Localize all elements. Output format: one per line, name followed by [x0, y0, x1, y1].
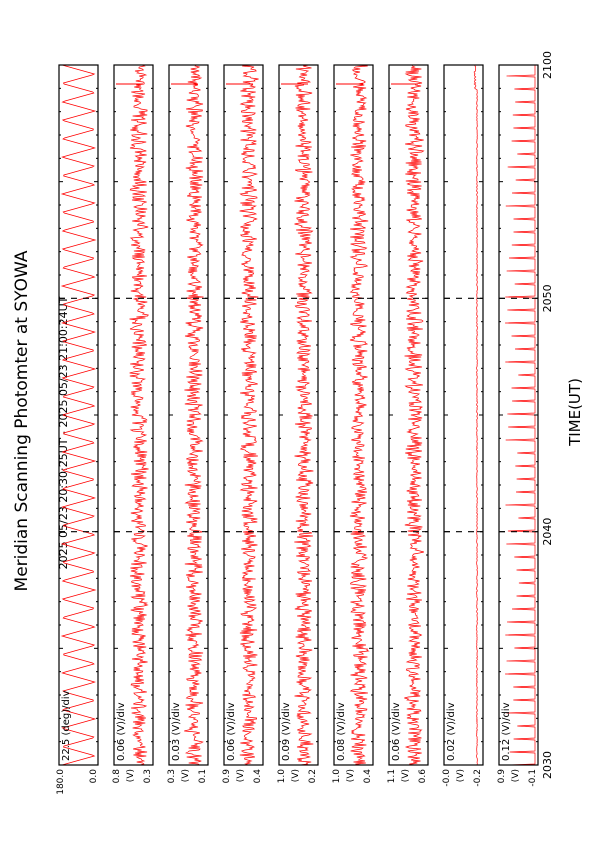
- panel-frame-ch2: [169, 65, 208, 765]
- panel-ch5: [332, 65, 373, 783]
- x-axis-label: TIME(UT): [566, 378, 584, 446]
- chart-title: Meridian Scanning Photomter at SYOWA: [12, 250, 32, 592]
- panel-scale-label: 0.02 (V)/div: [446, 702, 457, 761]
- panel-ch2: [167, 65, 208, 783]
- panel-ch7: [442, 65, 483, 787]
- trace-ch8: [505, 65, 535, 765]
- y-tick-label-min: 0.3: [143, 769, 153, 784]
- y-tick-label-max: 0.3: [167, 769, 177, 784]
- panel-frame-ch3: [224, 65, 263, 765]
- chart-subtitle: 2025 05/23 20:30:25UT - 2025 05/23 21:00:24UT: [57, 296, 70, 570]
- y-tick-label-min: -0.2: [473, 769, 483, 787]
- x-tick-label: 2100: [541, 51, 554, 79]
- trace-ch7: [474, 65, 477, 765]
- y-tick-label-max: 1.0: [332, 769, 342, 784]
- y-tick-label-min: 0.0: [89, 769, 99, 784]
- y-unit-label: (V): [401, 769, 411, 783]
- panel-scale-label: 0.12 (V)/div: [501, 702, 512, 761]
- y-tick-label-min: 0.6: [418, 769, 428, 784]
- panel-scale-label: 0.06 (V)/div: [391, 702, 402, 761]
- panel-scale-label: 0.09 (V)/div: [281, 702, 292, 761]
- panel-scale-label: 22.5 (deg)/div: [61, 690, 72, 761]
- y-unit-label: (V): [236, 769, 246, 783]
- y-tick-label-min: 0.4: [253, 769, 263, 784]
- panel-scale-label: 0.06 (V)/div: [116, 702, 127, 761]
- panels-group: [56, 65, 538, 795]
- y-tick-label-min: 0.1: [198, 769, 208, 784]
- trace-ch4: [294, 65, 313, 765]
- y-unit-label: (V): [346, 769, 356, 783]
- x-tick-label: 2040: [541, 517, 554, 546]
- panel-ch8: [497, 65, 538, 787]
- panel-scale-label: 0.06 (V)/div: [226, 702, 237, 761]
- x-tick-label: 2030: [541, 751, 554, 779]
- y-tick-label-max: -0.0: [442, 769, 452, 787]
- y-tick-label-min: 0.2: [308, 769, 318, 784]
- y-unit-label: (V): [126, 769, 136, 783]
- trace-ch1: [130, 65, 149, 765]
- y-unit-label: (V): [456, 769, 466, 783]
- panel-frame-ch5: [334, 65, 373, 765]
- y-unit-label: (V): [511, 769, 521, 783]
- panel-frame-ch6: [389, 65, 428, 765]
- x-tick-label: 2050: [541, 284, 554, 313]
- y-tick-label-min: -0.1: [528, 769, 538, 787]
- panel-scale-label: 0.08 (V)/div: [336, 702, 347, 761]
- y-unit-label: (V): [291, 769, 301, 783]
- y-tick-label-max: 1.1: [387, 769, 397, 784]
- panel-ch1: [112, 65, 153, 783]
- y-tick-label-min: 0.4: [363, 769, 373, 784]
- y-tick-label-max: 180.0: [56, 769, 66, 795]
- y-tick-label-max: 0.9: [222, 769, 232, 784]
- trace-ch6: [404, 65, 424, 765]
- x-tick-labels: [541, 51, 554, 779]
- panel-ch6: [387, 65, 428, 783]
- y-tick-label-max: 0.9: [497, 769, 507, 784]
- panel-ch3: [222, 65, 263, 783]
- y-unit-label: (V): [181, 769, 191, 783]
- trace-ch5: [350, 65, 369, 765]
- trace-ch2: [184, 65, 203, 765]
- y-tick-label-max: 1.0: [277, 769, 287, 784]
- panel-scale-label: 0.03 (V)/div: [171, 702, 182, 761]
- panel-ch4: [277, 65, 318, 783]
- trace-ch3: [240, 65, 259, 765]
- y-tick-label-max: 0.8: [112, 769, 122, 784]
